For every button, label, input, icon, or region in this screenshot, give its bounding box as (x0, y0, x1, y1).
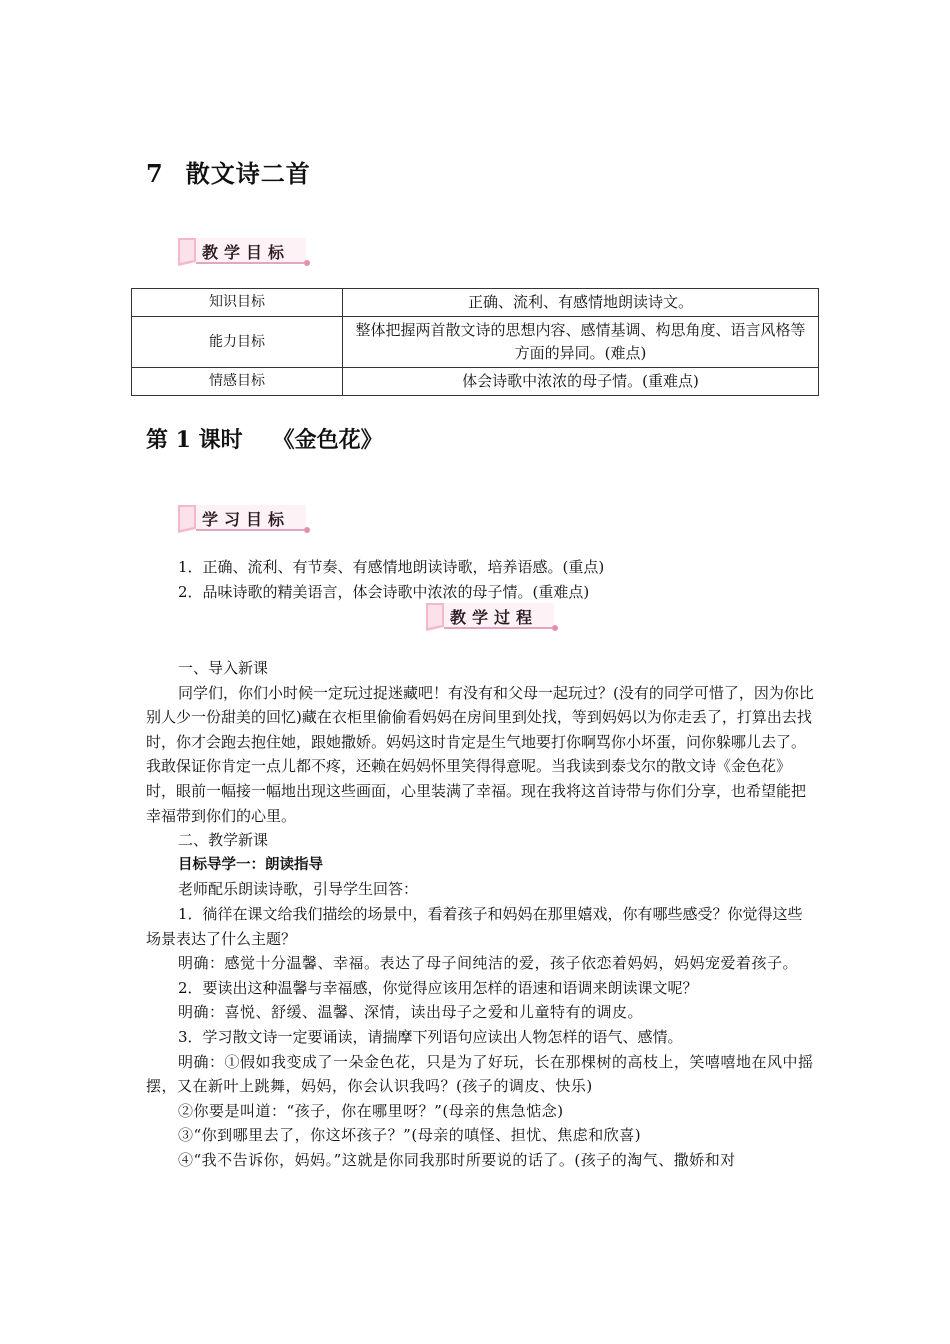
sub-heading: 目标导学一：朗读指导 (178, 856, 323, 873)
goal-label: 能力目标 (132, 317, 343, 368)
section-heading: 二、教学新课 (178, 831, 269, 850)
learning-goals-label: 学习目标 (202, 510, 291, 529)
table-row (132, 317, 819, 368)
chapter-title (146, 154, 311, 189)
lesson-title (146, 423, 383, 454)
answer: ④“我不告诉你，妈妈。”这就是你同我那时所要说的话了。(孩子的淘气、撒娇和对 (178, 1150, 736, 1169)
teaching-process-banner (424, 601, 560, 633)
answer: 明确：①假如我变成了一朵金色花，只是为了好玩，长在那棵树的高枝上，笑嘻嘻地在风中摇摆，又在新叶上跳舞，妈妈，你会认识我吗？(孩子的调皮、快乐) (146, 1052, 814, 1096)
learning-objective: 1．正确、流利、有节奏、有感情地朗读诗歌，培养语感。(重点) (178, 558, 605, 576)
chapter-number: 7 (146, 159, 164, 188)
learning-goals-banner (176, 503, 312, 535)
section-heading: 一、导入新课 (178, 659, 269, 677)
answer: ②你要是叫道：“孩子，你在哪里呀？”(母亲的焦急惦念) (178, 1101, 564, 1120)
question: 3．学习散文诗一定要诵读，请揣摩下列语句应读出人物怎样的语气、感情。 (178, 1027, 683, 1046)
table-row (132, 368, 819, 396)
paragraph: 同学们，你们小时候一定玩过捉迷藏吧！有没有和父母一起玩过？(没有的同学可惜了，因为你比别人少一份甜美的回忆)藏在衣柜里偷偷看妈妈在房间里到处找，等到妈妈以为你走丢了，打算出去找时，你才会跑去抱住她，跟她撒娇。妈妈这时肯定是生气地要打你啊骂你小坏蛋，问你躲哪儿去了。我敢保证你肯定一点儿都不疼，还赖在妈妈怀里笑得得意呢。当我读到泰戈尔的散文诗《金色花》时，眼前一幅接一幅地出现这些画面，心里装满了幸福。现在我将这首诗带与你们分享，也希望能把幸福带到你们的心里。 (146, 683, 814, 825)
goal-content: 体会诗歌中浓浓的母子情。(重难点) (343, 368, 819, 396)
teaching-process-label: 教学过程 (450, 608, 539, 627)
chapter-title-text: 散文诗二首 (185, 159, 311, 188)
question: 2．要读出这种温馨与幸福感，你觉得应该用怎样的语速和语调来朗读课文呢？ (178, 978, 698, 997)
goal-content: 整体把握两首散文诗的思想内容、感情基调、构思角度、语言风格等方面的异同。(难点) (343, 317, 819, 368)
answer: ③“你到哪里去了，你这坏孩子？”(母亲的嗔怪、担忧、焦虑和欣喜) (178, 1126, 642, 1145)
goals-table (131, 288, 819, 396)
question: 1．徜徉在课文给我们描绘的场景中，看着孩子和妈妈在那里嬉戏，你有哪些感受？你觉得这些场景表达了什么主题？ (146, 904, 803, 948)
lesson-name: 《金色花》 (272, 427, 383, 453)
goal-label: 知识目标 (132, 289, 343, 317)
teaching-goals-banner (176, 236, 312, 268)
lesson-period: 第 1 课时 (146, 427, 243, 453)
goal-label: 情感目标 (132, 368, 343, 396)
answer: 明确：感觉十分温馨、幸福。表达了母子间纯洁的爱，孩子依恋着妈妈，妈妈宠爱着孩子。 (178, 954, 799, 973)
teaching-goals-label: 教学目标 (202, 243, 291, 262)
goal-content: 正确、流利、有感情地朗读诗文。 (343, 289, 819, 317)
paragraph: 老师配乐朗读诗歌，引导学生回答： (178, 880, 419, 899)
learning-objective: 2．品味诗歌的精美语言，体会诗歌中浓浓的母子情。(重难点) (178, 583, 590, 601)
table-row (132, 289, 819, 317)
answer: 明确：喜悦、舒缓、温馨、深情，读出母子之爱和儿童特有的调皮。 (178, 1003, 644, 1022)
lesson-body (146, 656, 816, 1172)
